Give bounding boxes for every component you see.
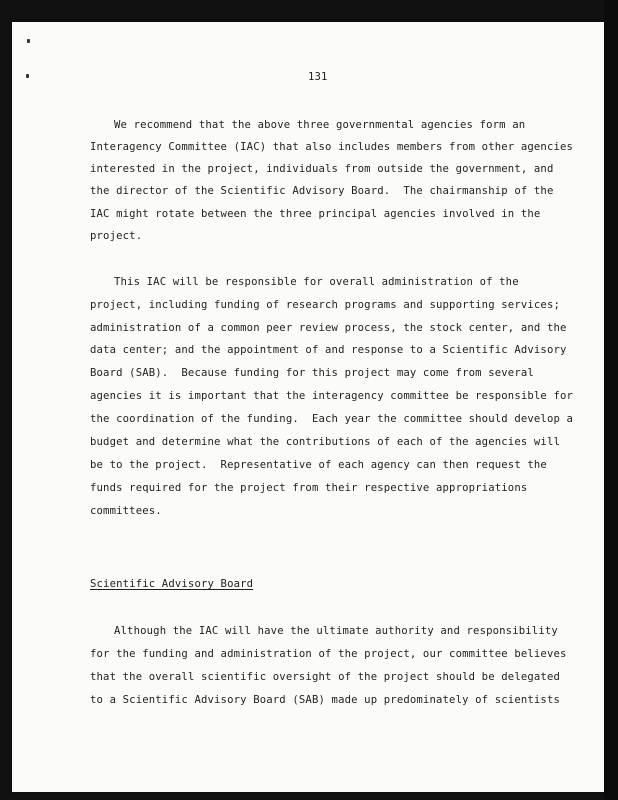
scan-speck-mark [26, 74, 29, 78]
paragraph-line: be to the project. Representative of each agency can then request the [90, 459, 547, 471]
paragraph-line: administration of a common peer review process, the stock center, and the [90, 322, 567, 334]
section-heading: Scientific Advisory Board [90, 578, 254, 590]
paragraph-line: for the funding and administration of the project, our committee believes [90, 648, 567, 660]
scan-right-edge [604, 0, 618, 800]
paragraph-line: that the overall scientific oversight of the project should be delegated [90, 671, 561, 683]
paragraph-line: project. [90, 230, 143, 242]
paragraph-line: agencies it is important that the interagency committee be responsible for [90, 390, 574, 402]
paragraph-line: the coordination of the funding. Each year the committee should develop a [90, 413, 574, 425]
paragraph-line: project, including funding of research programs and supporting services; [90, 299, 561, 311]
paragraph-line: Interagency Committee (IAC) that also includes members from other agencies [90, 141, 574, 153]
paragraph-line: the director of the Scientific Advisory Board. The chairmanship of the [90, 185, 554, 197]
paragraph-line: This IAC will be responsible for overall administration of the [114, 276, 519, 288]
paragraph-line: IAC might rotate between the three principal agencies involved in the [90, 208, 541, 220]
scan-speck-mark [27, 39, 30, 43]
paragraph-line: budget and determine what the contributions of each of the agencies will [90, 436, 561, 448]
page-number: 131 [308, 71, 328, 83]
paragraph-line: Although the IAC will have the ultimate authority and responsibility [114, 625, 558, 637]
paragraph-line: to a Scientific Advisory Board (SAB) made up predominately of scientists [90, 694, 561, 706]
paragraph-line: interested in the project, individuals from outside the government, and [90, 163, 554, 175]
paragraph-line: data center; and the appointment of and response to a Scientific Advisory [90, 344, 567, 356]
paragraph-line: funds required for the project from their respective appropriations [90, 482, 528, 494]
paragraph-line: Board (SAB). Because funding for this project may come from several [90, 367, 534, 379]
paragraph-line: We recommend that the above three governmental agencies form an [114, 119, 526, 131]
paragraph-line: committees. [90, 505, 162, 517]
document-page [12, 22, 608, 792]
